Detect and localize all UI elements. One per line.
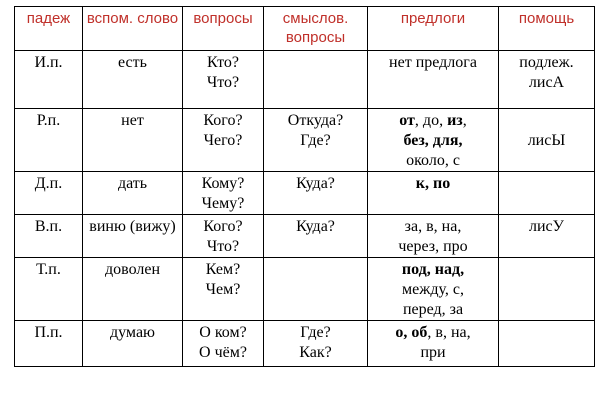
table-row <box>15 258 595 321</box>
aux-word: доволен <box>104 261 161 278</box>
table-row <box>15 215 595 258</box>
question: Что? <box>206 238 240 255</box>
aux-word: дать <box>117 175 148 192</box>
preposition-text: через, про <box>398 238 468 255</box>
help-text: лисУ <box>529 218 564 235</box>
header-aux-word: вспом. слово <box>83 7 183 51</box>
help-text: подлеж. <box>519 54 574 71</box>
preposition-text: , в, на, <box>427 324 471 341</box>
prepositions-cell <box>368 51 499 109</box>
preposition-line <box>371 343 495 363</box>
aux-word-cell <box>83 215 183 258</box>
prepositions-cell <box>368 258 499 321</box>
table-row <box>15 321 595 367</box>
preposition-bold: из <box>447 112 463 129</box>
meaning-questions-cell <box>264 321 368 367</box>
preposition-line <box>371 151 495 171</box>
preposition-line <box>371 237 495 257</box>
help-text: лисЫ <box>527 132 566 149</box>
preposition-line <box>371 300 495 320</box>
help-cell <box>499 321 595 367</box>
aux-word-cell <box>83 172 183 215</box>
question: О чём? <box>199 344 247 361</box>
header-prepositions: предлоги <box>368 7 499 51</box>
case-cell: В.п. <box>15 215 83 258</box>
table-row <box>15 51 595 109</box>
question: Чего? <box>203 132 243 149</box>
case-cell: Р.п. <box>15 109 83 172</box>
meaning-questions-cell <box>264 258 368 321</box>
meaning-questions-cell <box>264 51 368 109</box>
question: Кого? <box>203 218 243 235</box>
header-help: помощь <box>499 7 595 51</box>
preposition-text: перед, за <box>402 301 464 318</box>
header-row <box>15 7 595 51</box>
preposition-text: , до, <box>414 112 448 129</box>
prepositions-cell <box>368 172 499 215</box>
case-cell: Т.п. <box>15 258 83 321</box>
preposition-line <box>371 260 495 280</box>
cases-table <box>14 6 595 367</box>
preposition-text: , <box>462 112 467 129</box>
question: Кем? <box>205 261 241 278</box>
preposition-text: нет предлога <box>389 54 477 71</box>
help-text: лисА <box>528 74 565 91</box>
aux-word: виню (вижу) <box>89 218 176 235</box>
header-questions: вопросы <box>183 7 264 51</box>
header-meaning-questions: смыслов. вопросы <box>264 7 368 51</box>
preposition-text: около, с <box>406 152 460 169</box>
prepositions-cell <box>368 109 499 172</box>
preposition-bold: о, об <box>395 324 428 341</box>
help-cell <box>499 51 595 109</box>
preposition-line <box>371 323 495 343</box>
help-cell <box>499 172 595 215</box>
preposition-line <box>371 131 495 151</box>
aux-word-cell <box>83 258 183 321</box>
case-cell: Д.п. <box>15 172 83 215</box>
preposition-line <box>371 53 495 73</box>
preposition-line <box>371 280 495 300</box>
table-row <box>15 172 595 215</box>
help-cell <box>499 258 595 321</box>
aux-word: думаю <box>110 324 155 341</box>
preposition-text: при <box>420 344 446 361</box>
aux-word-cell <box>83 321 183 367</box>
aux-word-cell <box>83 51 183 109</box>
question: Чему? <box>201 195 245 212</box>
preposition-bold: к, по <box>415 175 451 192</box>
preposition-line <box>371 217 495 237</box>
meaning-questions-cell <box>264 109 368 172</box>
preposition-text: между, с, <box>402 281 464 298</box>
meaning-questions-cell <box>264 172 368 215</box>
meaning-question: Откуда? <box>287 112 344 129</box>
meaning-questions-cell <box>264 215 368 258</box>
case-cell: П.п. <box>15 321 83 367</box>
preposition-line <box>371 111 495 131</box>
help-cell <box>499 215 595 258</box>
question: Чем? <box>205 281 241 298</box>
question: Кому? <box>201 175 245 192</box>
meaning-question: Где? <box>300 132 331 149</box>
help-cell <box>499 109 595 172</box>
preposition-bold: под, над, <box>401 261 465 278</box>
questions-cell <box>183 109 264 172</box>
meaning-question: Где? <box>300 324 331 341</box>
preposition-bold: без, для, <box>403 132 463 149</box>
meaning-question: Куда? <box>296 218 335 235</box>
aux-word: есть <box>118 54 147 71</box>
questions-cell <box>183 172 264 215</box>
preposition-bold: от <box>399 112 415 129</box>
prepositions-cell <box>368 215 499 258</box>
question: Что? <box>206 74 240 91</box>
question: Кого? <box>203 112 243 129</box>
meaning-question: Куда? <box>296 175 335 192</box>
questions-cell <box>183 51 264 109</box>
questions-cell <box>183 321 264 367</box>
questions-cell <box>183 215 264 258</box>
case-cell: И.п. <box>15 51 83 109</box>
help-text <box>502 111 591 131</box>
questions-cell <box>183 258 264 321</box>
aux-word-cell <box>83 109 183 172</box>
header-case: падеж <box>15 7 83 51</box>
question: О ком? <box>199 324 247 341</box>
meaning-question: Как? <box>299 344 332 361</box>
preposition-text: за, в, на, <box>404 218 462 235</box>
question: Кто? <box>207 54 239 71</box>
prepositions-cell <box>368 321 499 367</box>
aux-word: нет <box>121 112 144 129</box>
table-row <box>15 109 595 172</box>
preposition-line <box>371 174 495 194</box>
